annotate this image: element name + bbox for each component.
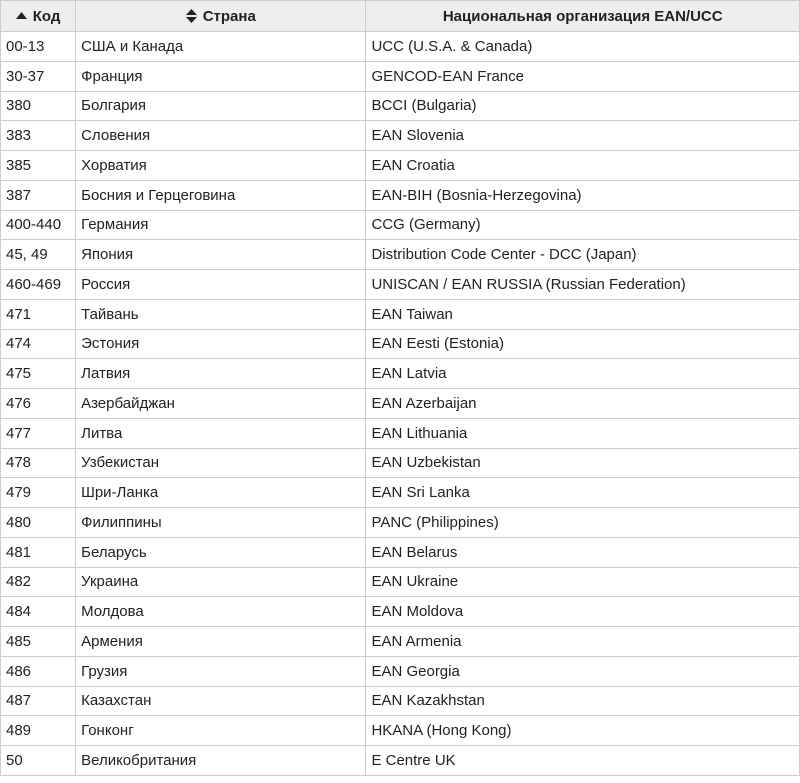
cell-org: EAN Ukraine (366, 567, 800, 597)
cell-code: 400-440 (1, 210, 76, 240)
cell-country: Беларусь (76, 537, 366, 567)
sort-ascending-icon (16, 12, 27, 19)
cell-country: Гонконг (76, 716, 366, 746)
cell-code: 471 (1, 299, 76, 329)
cell-org: CCG (Germany) (366, 210, 800, 240)
cell-org: BCCI (Bulgaria) (366, 91, 800, 121)
cell-code: 475 (1, 359, 76, 389)
table-row (1, 389, 800, 419)
cell-code: 460-469 (1, 270, 76, 300)
cell-country: Франция (76, 61, 366, 91)
cell-org: EAN Sri Lanka (366, 478, 800, 508)
cell-org: EAN Latvia (366, 359, 800, 389)
cell-code: 479 (1, 478, 76, 508)
cell-org: EAN Kazakhstan (366, 686, 800, 716)
cell-org: EAN-BIH (Bosnia-Herzegovina) (366, 180, 800, 210)
cell-org: UNISCAN / EAN RUSSIA (Russian Federation) (366, 270, 800, 300)
cell-code: 482 (1, 567, 76, 597)
cell-code: 45, 49 (1, 240, 76, 270)
cell-country: Армения (76, 627, 366, 657)
cell-org: EAN Moldova (366, 597, 800, 627)
table-row (1, 359, 800, 389)
table-row (1, 61, 800, 91)
cell-country: Словения (76, 121, 366, 151)
cell-code: 484 (1, 597, 76, 627)
cell-country: Босния и Герцеговина (76, 180, 366, 210)
cell-country: Россия (76, 270, 366, 300)
cell-org: EAN Lithuania (366, 418, 800, 448)
table-row (1, 627, 800, 657)
cell-code: 486 (1, 656, 76, 686)
table-row (1, 597, 800, 627)
cell-code: 477 (1, 418, 76, 448)
cell-org: EAN Georgia (366, 656, 800, 686)
cell-country: Казахстан (76, 686, 366, 716)
table-row (1, 91, 800, 121)
table-row (1, 418, 800, 448)
table-row (1, 656, 800, 686)
cell-org: EAN Belarus (366, 537, 800, 567)
cell-country: Эстония (76, 329, 366, 359)
cell-org: UCC (U.S.A. & Canada) (366, 32, 800, 62)
table-row (1, 270, 800, 300)
cell-org: HKANA (Hong Kong) (366, 716, 800, 746)
cell-country: Латвия (76, 359, 366, 389)
cell-org: EAN Armenia (366, 627, 800, 657)
cell-code: 385 (1, 151, 76, 181)
cell-code: 30-37 (1, 61, 76, 91)
table-row (1, 537, 800, 567)
cell-country: Украина (76, 567, 366, 597)
table-header (1, 1, 800, 32)
column-header-org-label: Национальная организация EAN/UCC (442, 7, 723, 25)
cell-code: 478 (1, 448, 76, 478)
cell-country: Великобритания (76, 746, 366, 776)
cell-country: Германия (76, 210, 366, 240)
cell-org: EAN Slovenia (366, 121, 800, 151)
table-row (1, 508, 800, 538)
cell-org: EAN Eesti (Estonia) (366, 329, 800, 359)
table-row (1, 448, 800, 478)
cell-code: 50 (1, 746, 76, 776)
cell-org: EAN Croatia (366, 151, 800, 181)
table-row (1, 299, 800, 329)
table-row (1, 686, 800, 716)
cell-country: Болгария (76, 91, 366, 121)
table-body (1, 32, 800, 776)
cell-country: Литва (76, 418, 366, 448)
cell-country: Япония (76, 240, 366, 270)
cell-code: 481 (1, 537, 76, 567)
cell-org: EAN Uzbekistan (366, 448, 800, 478)
column-header-code[interactable] (1, 1, 76, 32)
cell-country: Шри-Ланка (76, 478, 366, 508)
cell-code: 474 (1, 329, 76, 359)
header-row (1, 1, 800, 32)
table-row (1, 210, 800, 240)
cell-country: Азербайджан (76, 389, 366, 419)
table-row (1, 329, 800, 359)
cell-code: 480 (1, 508, 76, 538)
cell-country: Узбекистан (76, 448, 366, 478)
cell-org: Distribution Code Center - DCC (Japan) (366, 240, 800, 270)
column-header-country[interactable] (76, 1, 366, 32)
cell-code: 485 (1, 627, 76, 657)
table-row (1, 746, 800, 776)
cell-code: 489 (1, 716, 76, 746)
cell-country: Молдова (76, 597, 366, 627)
cell-code: 383 (1, 121, 76, 151)
sort-both-icon (186, 9, 197, 23)
table-row (1, 567, 800, 597)
cell-country: Филиппины (76, 508, 366, 538)
table-row (1, 151, 800, 181)
cell-code: 487 (1, 686, 76, 716)
cell-code: 387 (1, 180, 76, 210)
cell-country: Хорватия (76, 151, 366, 181)
cell-code: 00-13 (1, 32, 76, 62)
cell-country: Грузия (76, 656, 366, 686)
cell-org: EAN Taiwan (366, 299, 800, 329)
column-header-code-label: Код (32, 7, 61, 25)
table-row (1, 716, 800, 746)
column-header-country-label: Страна (202, 7, 256, 25)
table-row (1, 180, 800, 210)
table-row (1, 240, 800, 270)
table-row (1, 121, 800, 151)
cell-code: 476 (1, 389, 76, 419)
cell-country: Тайвань (76, 299, 366, 329)
column-header-org[interactable] (366, 1, 800, 32)
cell-org: GENCOD-EAN France (366, 61, 800, 91)
table-row (1, 478, 800, 508)
cell-country: США и Канада (76, 32, 366, 62)
cell-org: E Centre UK (366, 746, 800, 776)
cell-org: PANC (Philippines) (366, 508, 800, 538)
table-row (1, 32, 800, 62)
cell-code: 380 (1, 91, 76, 121)
cell-org: EAN Azerbaijan (366, 389, 800, 419)
